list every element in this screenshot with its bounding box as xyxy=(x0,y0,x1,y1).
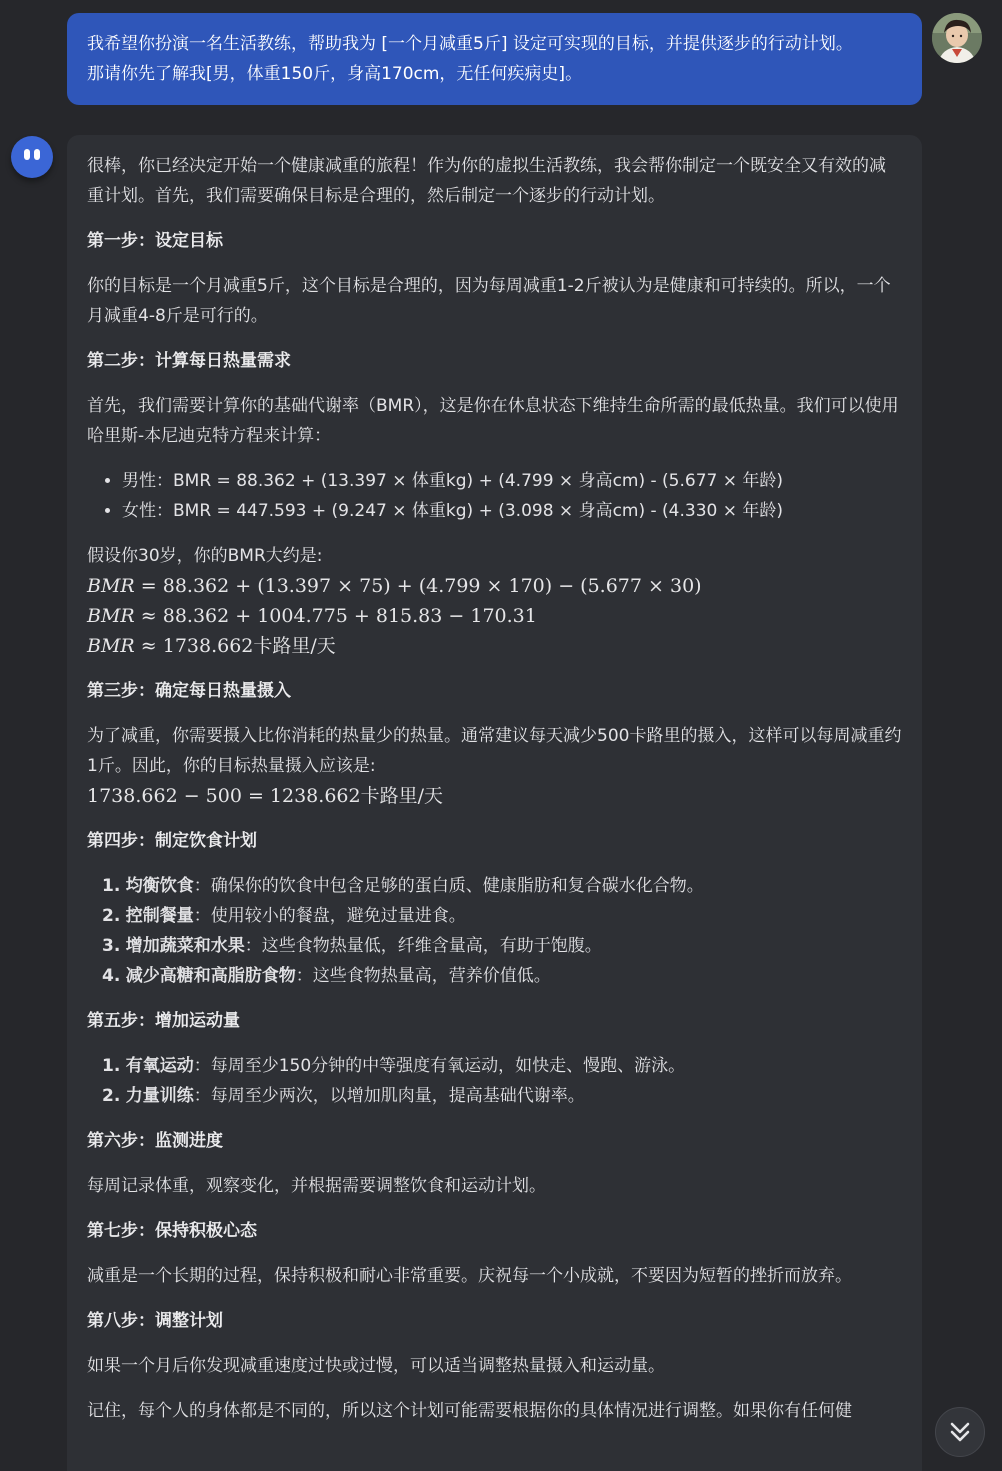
step8-title: 第八步：调整计划 xyxy=(87,1311,223,1331)
step2-title: 第二步：计算每日热量需求 xyxy=(87,351,291,371)
bot-avatar xyxy=(11,136,53,178)
step7-text: 减重是一个长期的过程，保持积极和耐心非常重要。庆祝每一个小成就，不要因为短暂的挫折而放弃。 xyxy=(87,1266,852,1286)
user-avatar[interactable] xyxy=(932,13,982,63)
math-line: BMR ≈ 88.362 + 1004.775 + 815.83 − 170.31 xyxy=(87,605,537,627)
diet-list xyxy=(87,871,902,991)
step1-text: 你的目标是一个月减重5斤，这个目标是合理的，因为每周减重1-2斤被认为是健康和可持续的。所以，一个月减重4-8斤是可行的。 xyxy=(87,276,891,326)
step4-title: 第四步：制定饮食计划 xyxy=(87,831,257,851)
math-variable: BMR xyxy=(87,605,135,627)
list-item: 2. 控制餐量：使用较小的餐盘，避免过量进食。 xyxy=(102,906,466,926)
list-item: 2. 力量训练：每周至少两次，以增加肌肉量，提高基础代谢率。 xyxy=(102,1086,585,1106)
math-variable: BMR xyxy=(87,575,135,597)
step5-title: 第五步：增加运动量 xyxy=(87,1011,240,1031)
math-line: BMR = 88.362 + (13.397 × 75) + (4.799 × 170) − (5.677 × 30) xyxy=(87,575,702,597)
list-item: 3. 增加蔬菜和水果：这些食物热量低，纤维含量高，有助于饱腹。 xyxy=(102,936,602,956)
step3-title: 第三步：确定每日热量摄入 xyxy=(87,681,291,701)
bot-intro: 很棒，你已经决定开始一个健康减重的旅程！作为你的虚拟生活教练，我会帮你制定一个既安全又有效的减重计划。首先，我们需要确保目标是合理的，然后制定一个逐步的行动计划。 xyxy=(87,156,886,206)
list-item: 1. 均衡饮食：确保你的饮食中包含足够的蛋白质、健康脂肪和复合碳水化合物。 xyxy=(102,876,704,896)
user-message-bubble xyxy=(67,13,922,105)
bot-eye-right xyxy=(34,149,40,160)
math-variable: BMR xyxy=(87,635,135,657)
closing-text: 记住，每个人的身体都是不同的，所以这个计划可能需要根据你的具体情况进行调整。如果你有任何健 xyxy=(87,1401,852,1421)
list-item: • 女性：BMR = 447.593 + (9.247 × 体重kg) + (3.098 × 身高cm) - (4.330 × 年龄) xyxy=(122,496,902,526)
exercise-list xyxy=(87,1051,902,1111)
double-chevron-down-icon xyxy=(947,1419,973,1445)
list-item: • 男性：BMR = 88.362 + (13.397 × 体重kg) + (4.799 × 身高cm) - (5.677 × 年龄) xyxy=(122,466,902,496)
step3-text: 为了减重，你需要摄入比你消耗的热量少的热量。通常建议每天减少500卡路里的摄入，这样可以每周减重约1斤。因此，你的目标热量摄入应该是: xyxy=(87,726,902,776)
bmr-formula-list xyxy=(87,466,902,526)
list-item: 4. 减少高糖和高脂肪食物：这些食物热量高，营养价值低。 xyxy=(102,966,551,986)
step6-text: 每周记录体重，观察变化，并根据需要调整饮食和运动计划。 xyxy=(87,1176,546,1196)
bot-message-bubble xyxy=(67,135,922,1471)
step8-text: 如果一个月后你发现减重速度过快或过慢，可以适当调整热量摄入和运动量。 xyxy=(87,1356,665,1376)
step7-title: 第七步：保持积极心态 xyxy=(87,1221,257,1241)
assume-text: 假设你30岁，你的BMR大约是: xyxy=(87,546,323,566)
step2-text: 首先，我们需要计算你的基础代谢率（BMR），这是你在休息状态下维持生命所需的最低热量。我们可以使用哈里斯-本尼迪克特方程来计算： xyxy=(87,396,899,446)
math-line: 1738.662 − 500 = 1238.662卡路里/天 xyxy=(87,785,443,807)
user-message-line: 那请你先了解我[男，体重150斤，身高170cm，无任何疾病史]。 xyxy=(87,64,583,84)
list-item: 1. 有氧运动：每周至少150分钟的中等强度有氧运动，如快走、慢跑、游泳。 xyxy=(102,1056,686,1076)
step6-title: 第六步：监测进度 xyxy=(87,1131,223,1151)
math-line: BMR ≈ 1738.662卡路里/天 xyxy=(87,635,336,657)
bot-eye-left xyxy=(24,149,30,160)
step1-title: 第一步：设定目标 xyxy=(87,231,223,251)
user-message-line: 我希望你扮演一名生活教练，帮助我为 [一个月减重5斤] 设定可实现的目标，并提供逐步的行动计划。 xyxy=(87,34,853,54)
scroll-to-bottom-button[interactable] xyxy=(935,1407,985,1457)
user-avatar-image xyxy=(932,13,982,63)
